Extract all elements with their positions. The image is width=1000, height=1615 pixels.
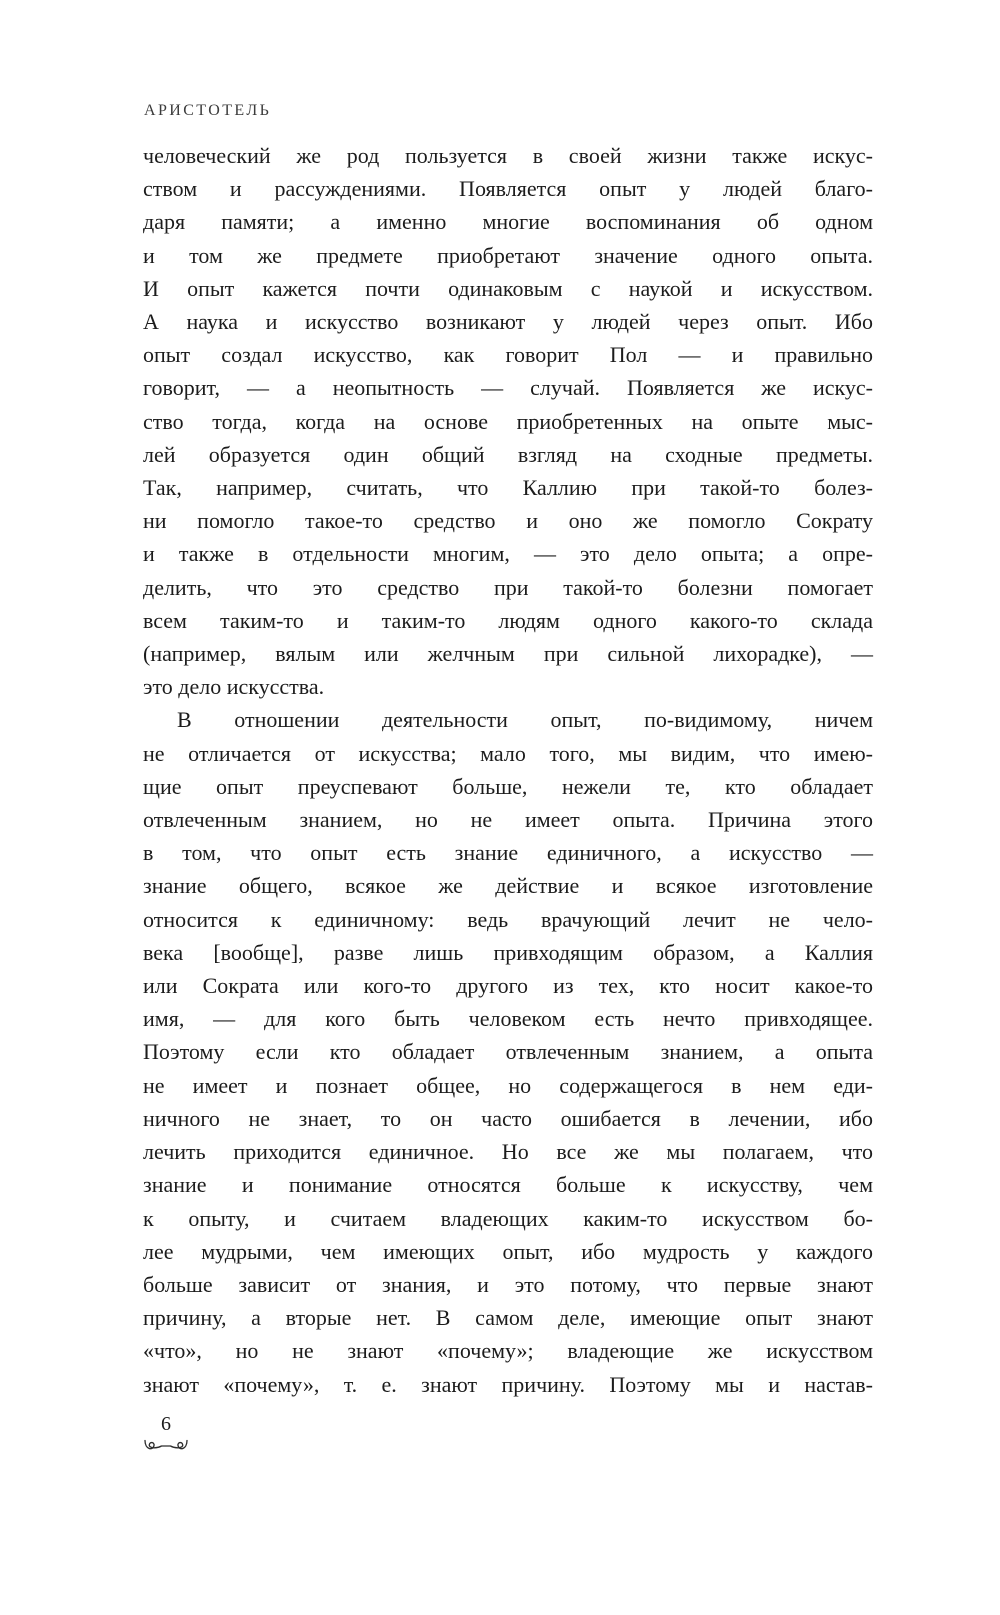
- text-line: опыт создал искусство, как говорит Пол — и правильно: [143, 342, 873, 368]
- text-line: века [вообще], разве лишь привходящим образом, а Каллия: [143, 939, 873, 965]
- text-line: лечить приходится единичное. Но все же мы полагаем, что: [143, 1139, 873, 1165]
- text-line: В отношении деятельности опыт, по-видимому, ничем: [177, 707, 873, 733]
- text-line: относится к единичному: ведь врачующий лечит не чело-: [143, 906, 873, 932]
- text-line: человеческий же род пользуется в своей жизни также искус-: [143, 143, 873, 168]
- text-line: это дело искусства.: [143, 674, 325, 700]
- paragraph: [143, 139, 873, 703]
- page-footer: [142, 1413, 190, 1454]
- text-line: и том же предмете приобретают значение одного опыта.: [143, 242, 873, 268]
- text-line: «что», но не знают «почему»; владеющие же искусством: [143, 1338, 873, 1364]
- text-line: всем таким-то и таким-то людям одного какого-то склада: [143, 607, 873, 633]
- text-line: к опыту, и считаем владеющих каким-то искусством бо-: [143, 1205, 873, 1231]
- text-line: знание общего, всякое же действие и всякое изготовление: [143, 873, 873, 899]
- text-line: или Сократа или кого-то другого из тех, кто носит какое-то: [143, 973, 873, 999]
- running-header: АРИСТОТЕЛЬ: [144, 102, 272, 119]
- text-line: ство тогда, когда на основе приобретенных на опыте мыс-: [143, 408, 873, 434]
- text-line: знают «почему», т. е. знают причину. Поэтому мы и настав-: [143, 1371, 873, 1397]
- text-line: ничного не знает, то он часто ошибается в лечении, ибо: [143, 1105, 873, 1131]
- text-line: ством и рассуждениями. Появляется опыт у людей благо-: [143, 176, 873, 202]
- page-number: 6: [161, 1413, 171, 1435]
- text-line: И опыт кажется почти одинаковым с наукой и искусством.: [143, 275, 873, 301]
- text-line: не отличается от искусства; мало того, мы видим, что имею-: [143, 740, 873, 766]
- text-line: Поэтому если кто обладает отвлеченным знанием, а опыта: [143, 1039, 873, 1065]
- text-line: отвлеченным знанием, но не имеет опыта. Причина этого: [143, 807, 873, 833]
- text-line: лее мудрыми, чем имеющих опыт, ибо мудрость у каждого: [143, 1238, 873, 1264]
- text-line: и также в отдельности многим, — это дело опыта; а опре-: [143, 541, 873, 567]
- text-line: не имеет и познает общее, но содержащегося в нем еди-: [143, 1072, 873, 1098]
- text-line: щие опыт преуспевают больше, нежели те, кто обладает: [143, 773, 873, 799]
- text-line: причину, а вторые нет. В самом деле, имеющие опыт знают: [143, 1305, 873, 1331]
- text-line: знание и понимание относятся больше к искусству, чем: [143, 1172, 873, 1198]
- text-line: делить, что это средство при такой-то болезни помогает: [143, 574, 873, 600]
- text-line: лей образуется один общий взгляд на сходные предметы.: [143, 441, 873, 467]
- text-line: имя, — для кого быть человеком есть нечто привходящее.: [143, 1006, 873, 1032]
- text-line: в том, что опыт есть знание единичного, а искусство —: [143, 840, 873, 866]
- text-line: А наука и искусство возникают у людей через опыт. Ибо: [143, 309, 873, 335]
- text-line: даря памяти; а именно многие воспоминания об одном: [143, 209, 873, 235]
- text-line: (например, вялым или желчным при сильной лихорадке), —: [143, 641, 873, 667]
- text-line: больше зависит от знания, и это потому, что первые знают: [143, 1271, 873, 1297]
- paragraph: [143, 703, 873, 1400]
- text-line: Так, например, считать, что Каллию при такой-то болез-: [143, 475, 873, 501]
- body-text: [143, 139, 873, 1401]
- text-line: говорит, — а неопытность — случай. Появляется же искус-: [143, 375, 873, 401]
- footer-flourish-icon: [143, 1437, 189, 1454]
- text-line: ни помогло такое-то средство и оно же помогло Сократу: [143, 508, 873, 534]
